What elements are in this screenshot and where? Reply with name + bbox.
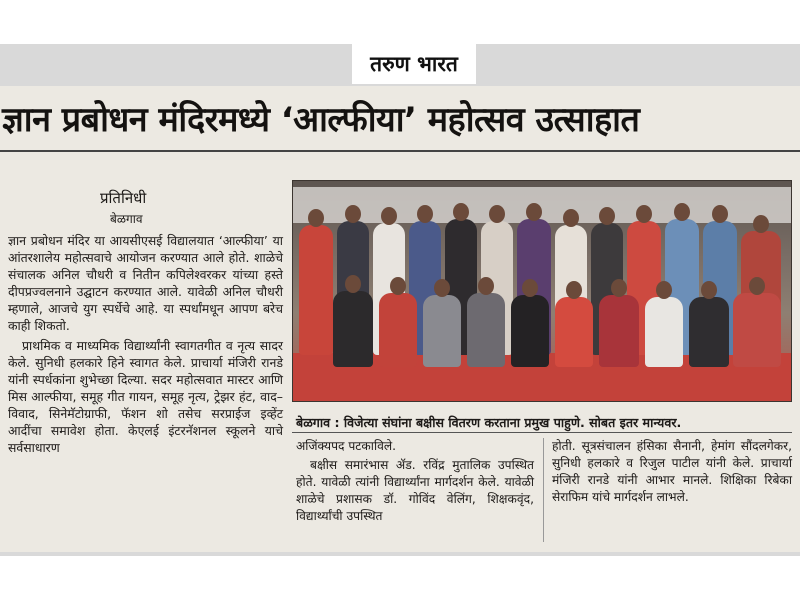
caption-rule — [292, 432, 792, 433]
paragraph-closing: होती. सूत्रसंचालन हंसिका सैनानी, हेमांग सौंदलगेकर, सुनिधी हलकारे व रिजुल पाटील यांनी केले. प्राचार्या मंजिरी रानडे यांनी आभार मानले. शिक्षिका रिबेका सेराफिम यांचे मार्गदर्शन लाभले. — [552, 439, 792, 504]
person-silhouette — [379, 293, 417, 367]
person-silhouette — [689, 297, 729, 367]
person-silhouette — [333, 291, 373, 367]
news-clipping — [0, 86, 800, 552]
bottom-margin — [0, 556, 800, 600]
article-column-right — [552, 438, 792, 506]
person-head — [345, 275, 361, 293]
person-silhouette — [467, 293, 505, 367]
group-photo — [292, 180, 792, 402]
person-head — [749, 277, 765, 295]
person-head — [381, 207, 397, 225]
person-head — [526, 203, 542, 221]
person-head — [636, 205, 652, 223]
headline-rule — [0, 150, 800, 152]
person-head — [522, 279, 538, 297]
person-head — [611, 279, 627, 297]
person-head — [712, 205, 728, 223]
paragraph-ceremony: बक्षीस समारंभास ॲड. रविंद्र मुतालिक उपस्थित होते. यावेळी त्यांनी विद्यार्थ्यांना मार्गदर्शन केले. यावेळी शाळेचे प्रशासक डॉ. गोविंद वेलिंग, शिक्षकवृंद, विद्यार्थ्यांची उपस्थित — [296, 458, 534, 523]
person-head — [563, 209, 579, 227]
paragraph-intro: ज्ञान प्रबोधन मंदिर या आयसीएसई विद्यालयात ‘आल्फीया’ या आंतरशालेय महोत्सवाचे आयोजन करण्यात आले होते. शाळेचे संचालक अनिल चौधरी व नितीन कपिलेश्वरकर यांच्या हस्ते दीपप्रज्वलनाने उद्घाटन करण्यात आले. यावेळी अनिल चौधरी म्हणाले, आजचे युग स्पर्धेचे आहे. या स्पर्धांमधून आपण बरेच काही शिकतो. — [8, 233, 283, 333]
person-head — [599, 207, 615, 225]
top-margin — [0, 0, 800, 44]
article-column-middle — [296, 438, 534, 525]
person-head — [753, 215, 769, 233]
paragraph-result: अजिंक्यपद पटकाविले. — [296, 439, 397, 453]
column-divider — [543, 438, 544, 542]
person-head — [656, 281, 672, 299]
article-column-left — [8, 232, 283, 456]
person-silhouette — [555, 297, 593, 367]
person-silhouette — [733, 293, 781, 367]
person-head — [674, 203, 690, 221]
person-silhouette — [299, 225, 333, 355]
person-head — [701, 281, 717, 299]
person-silhouette — [645, 297, 683, 367]
person-head — [308, 209, 324, 227]
paragraph-events: प्राथमिक व माध्यमिक विद्यार्थ्यांनी स्वागतगीत व नृत्य सादर केले. सुनिधी हलकारे हिने स्वागत केले. प्राचार्या मंजिरी रानडे यांनी स्पर्धकांना शुभेच्छा दिल्या. सदर महोत्सवात मास्टर आणि मिस आल्फीया, समूह गीत गायन, समूह नृत्य, ट्रेझर हंट, वाद–विवाद, सिनेमॅटोग्राफी, फॅशन शो तसेच सरप्राईज इव्हेंट आदींचा समावेश होता. केएलई इंटरनॅशनल स्कूलने याचे सर्वसाधारण — [8, 338, 283, 455]
person-head — [489, 205, 505, 223]
article-byline: प्रतिनिधी — [100, 189, 147, 207]
person-silhouette — [599, 295, 639, 367]
person-silhouette — [511, 295, 549, 367]
person-head — [390, 277, 406, 295]
article-headline: ज्ञान प्रबोधन मंदिरमध्ये ‘आल्फीया’ महोत्सव उत्साहात — [2, 100, 640, 140]
person-head — [417, 205, 433, 223]
person-head — [434, 279, 450, 297]
person-silhouette — [423, 295, 461, 367]
person-head — [566, 281, 582, 299]
person-head — [453, 203, 469, 221]
article-dateline: बेळगाव — [110, 212, 143, 226]
photo-caption: बेळगाव : विजेत्या संघांना बक्षीस वितरण करताना प्रमुख पाहुणे. सोबत इतर मान्यवर. — [296, 415, 682, 430]
person-head — [345, 205, 361, 223]
newspaper-masthead: तरुण भारत — [352, 44, 476, 84]
person-head — [478, 277, 494, 295]
